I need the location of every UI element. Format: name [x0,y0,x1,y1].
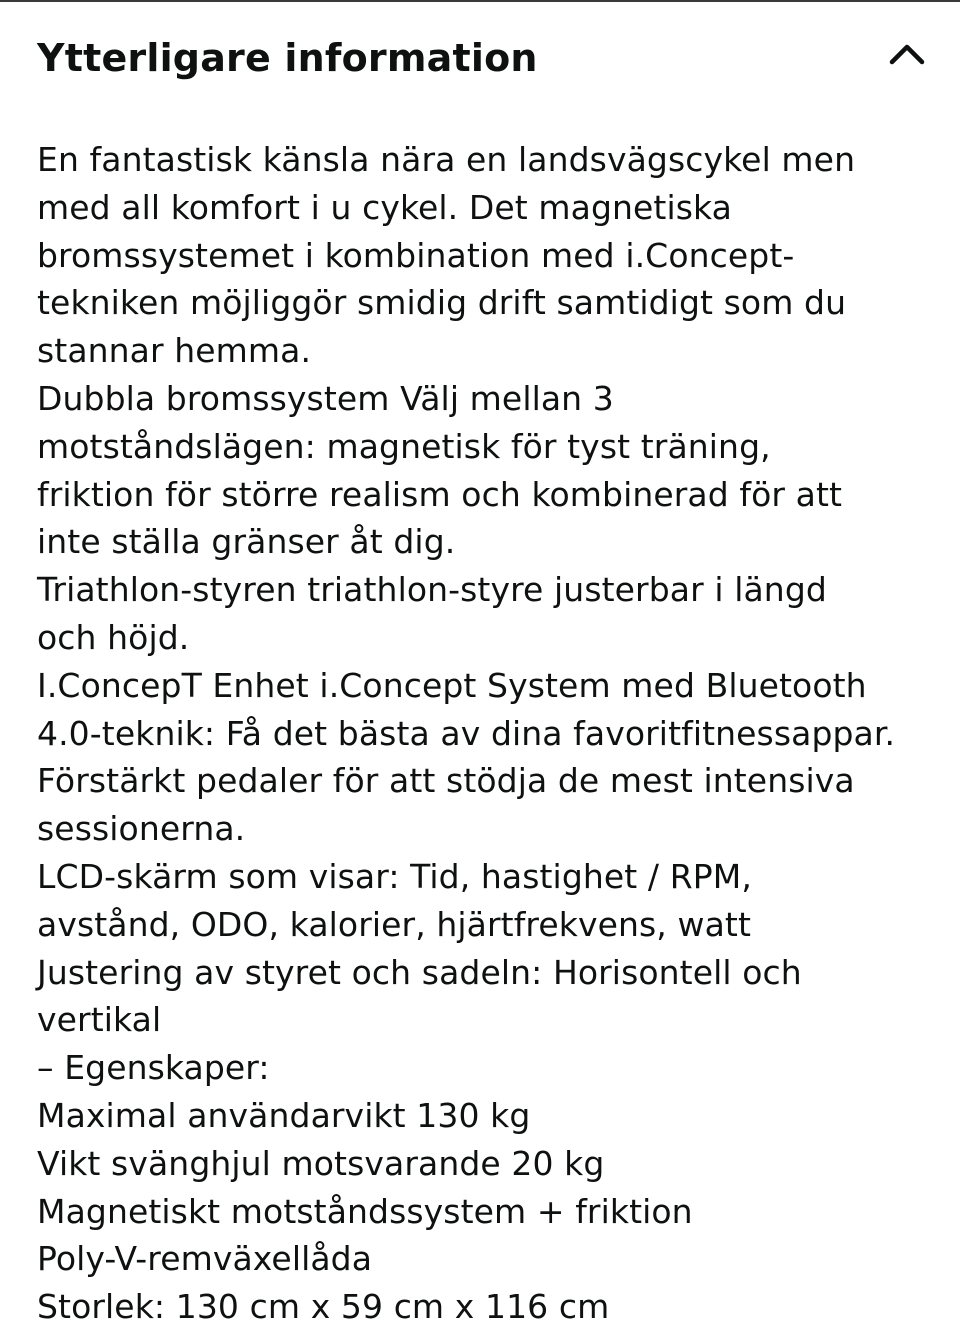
description-paragraph: En fantastisk känsla nära en landsvägscykel men med all komfort i u cykel. Det magnetiska bromssystemet i kombination med i.Concept- tekniken möjliggör smidig drift samtidigt som du stannar hemma. [37,140,856,371]
description-paragraph: I.ConcepT Enhet i.Concept System med Bluetooth 4.0-teknik: Få det bästa av dina favoritfitnessappar. [37,665,896,753]
feature-line: Vikt svänghjul motsvarande 20 kg [37,1143,605,1183]
feature-line: Storlek: 130 cm x 59 cm x 116 cm [37,1287,610,1327]
features-heading: – Egenskaper: [37,1048,270,1088]
feature-line: Maximal användarvikt 130 kg [37,1095,531,1135]
chevron-up-icon [880,30,934,84]
section-title: Ytterligare information [37,36,538,80]
description-paragraph: Dubbla bromssystem Välj mellan 3 motståndslägen: magnetisk för tyst träning, friktion för större realism och kombinerad för att inte ställa gränser åt dig. [37,378,843,562]
collapse-toggle-button[interactable] [880,30,934,84]
feature-line: Poly-V-remväxellåda [37,1239,373,1279]
description-paragraph: Förstärkt pedaler för att stödja de mest intensiva sessionerna. [37,761,855,849]
description-paragraph: Triathlon-styren triathlon-styre justerbar i längd och höjd. [37,570,827,657]
description-paragraph: Justering av styret och sadeln: Horisontell och vertikal [37,952,802,1040]
expander-header[interactable] [0,2,960,110]
feature-line: Magnetiskt motståndssystem + friktion [37,1191,693,1231]
description-paragraph: LCD-skärm som visar: Tid, hastighet / RPM, avstånd, ODO, kalorier, hjärtfrekvens, watt [37,856,752,944]
product-description [37,136,937,1331]
